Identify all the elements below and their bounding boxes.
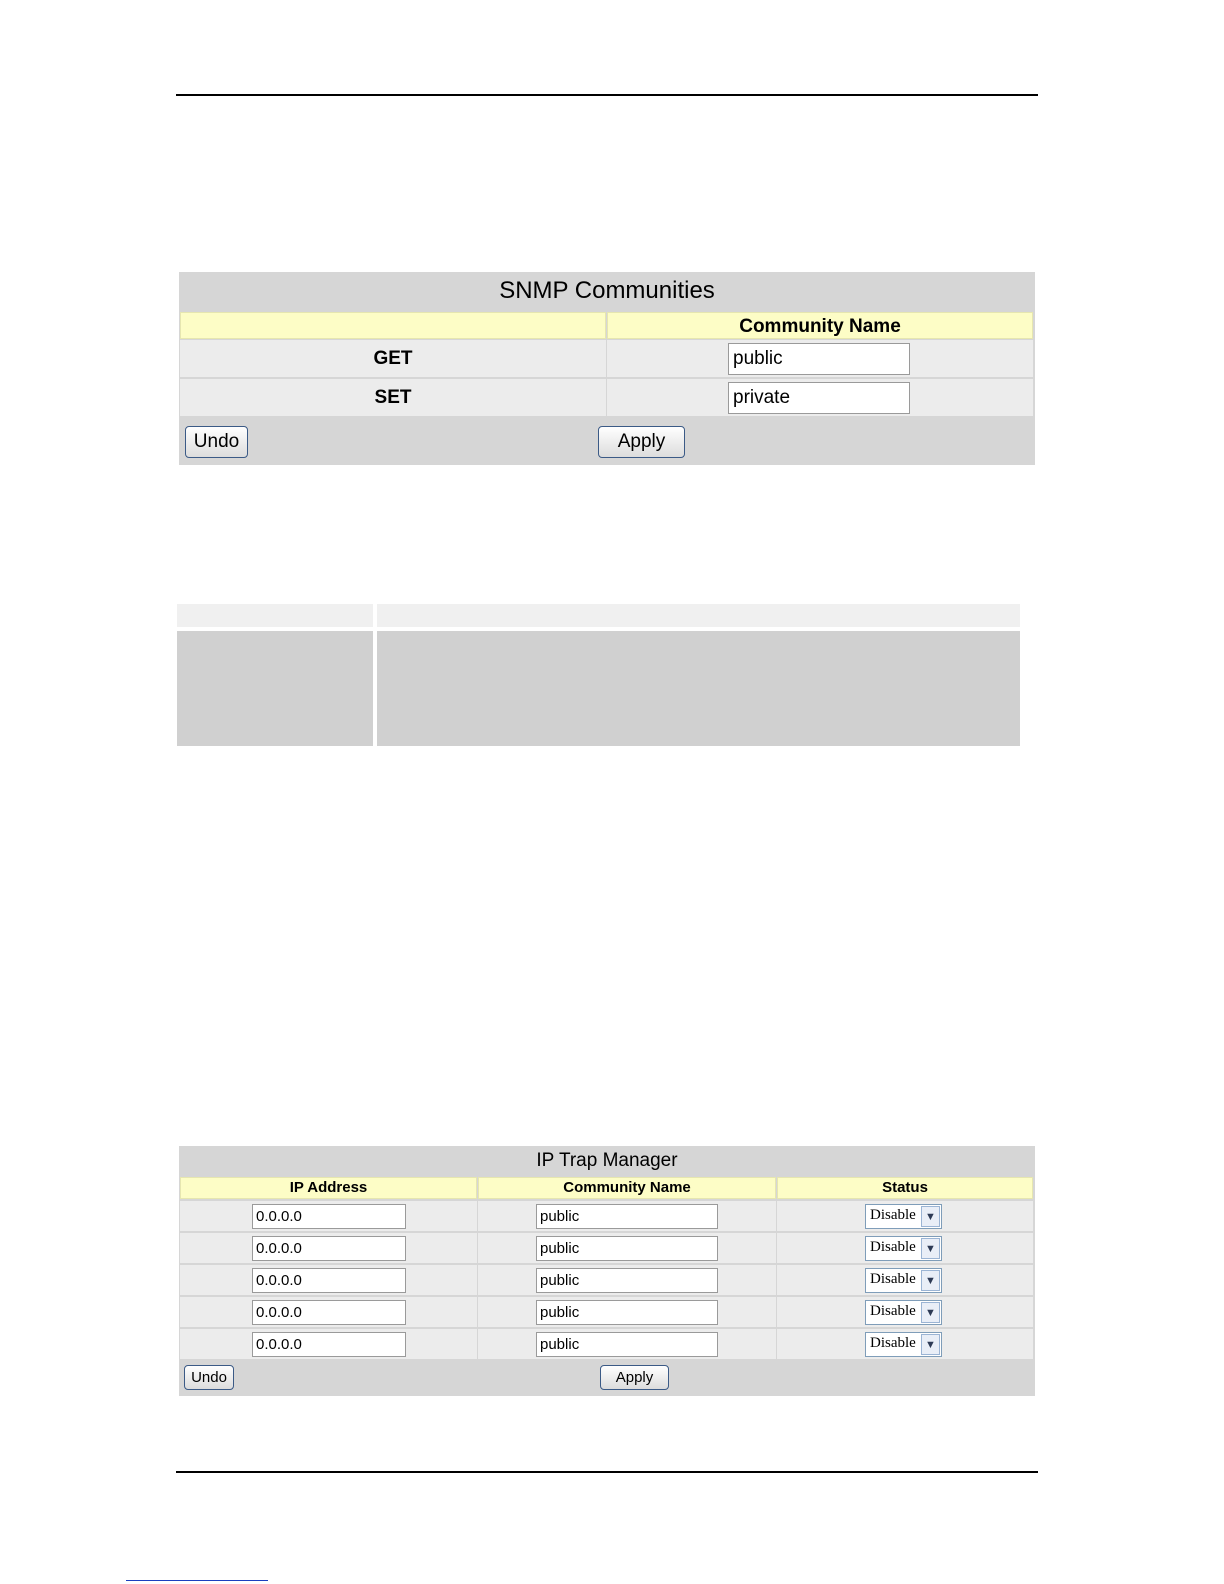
community-name-input[interactable] <box>536 1204 718 1229</box>
chevron-down-icon[interactable]: ▼ <box>921 1334 940 1355</box>
ip-trap-manager-panel <box>179 1146 1035 1396</box>
table-row <box>179 1201 1035 1231</box>
column-header-status: Status <box>777 1177 1033 1199</box>
apply-button[interactable]: Apply <box>600 1365 669 1390</box>
status-value: Disable <box>870 1239 916 1255</box>
community-name-input[interactable] <box>536 1268 718 1293</box>
table-row <box>179 1233 1035 1263</box>
snmp-communities-panel <box>179 272 1035 465</box>
status-value: Disable <box>870 1335 916 1351</box>
description-table-header-right <box>377 604 1020 627</box>
ip-address-input[interactable] <box>252 1300 406 1325</box>
chevron-down-icon[interactable]: ▼ <box>921 1270 940 1291</box>
ip-address-input[interactable] <box>252 1332 406 1357</box>
status-select[interactable] <box>865 1268 942 1293</box>
table-row <box>179 1265 1035 1295</box>
chevron-down-icon[interactable]: ▼ <box>921 1302 940 1323</box>
description-table-cell-left <box>177 631 373 746</box>
description-table-header-left <box>177 604 373 627</box>
row-label-get: GET <box>180 340 606 377</box>
community-name-input[interactable] <box>536 1236 718 1261</box>
chevron-down-icon[interactable]: ▼ <box>921 1206 940 1227</box>
table-row <box>179 1329 1035 1359</box>
row-label-set: SET <box>180 379 606 416</box>
set-community-input[interactable] <box>728 382 910 414</box>
description-table-cell-right <box>377 631 1020 746</box>
status-select[interactable] <box>865 1204 942 1229</box>
column-header-blank <box>180 312 606 339</box>
footer-rule <box>176 1471 1038 1473</box>
status-value: Disable <box>870 1207 916 1223</box>
ip-address-input[interactable] <box>252 1236 406 1261</box>
undo-button[interactable]: Undo <box>185 426 248 458</box>
table-row <box>179 1297 1035 1327</box>
community-name-input[interactable] <box>536 1332 718 1357</box>
apply-button[interactable]: Apply <box>598 426 685 458</box>
status-select[interactable] <box>865 1300 942 1325</box>
status-select[interactable] <box>865 1332 942 1357</box>
get-community-input[interactable] <box>728 343 910 375</box>
community-name-input[interactable] <box>536 1300 718 1325</box>
status-value: Disable <box>870 1271 916 1287</box>
column-header-community-name: Community Name <box>478 1177 776 1199</box>
footer-link-underline[interactable] <box>126 1580 268 1581</box>
header-rule <box>176 94 1038 96</box>
panel-title: SNMP Communities <box>179 272 1035 308</box>
column-header-ip-address: IP Address <box>180 1177 477 1199</box>
status-select[interactable] <box>865 1236 942 1261</box>
chevron-down-icon[interactable]: ▼ <box>921 1238 940 1259</box>
status-value: Disable <box>870 1303 916 1319</box>
column-header-community-name: Community Name <box>607 312 1033 339</box>
undo-button[interactable]: Undo <box>184 1365 234 1390</box>
ip-address-input[interactable] <box>252 1204 406 1229</box>
panel-title: IP Trap Manager <box>536 1150 678 1171</box>
ip-address-input[interactable] <box>252 1268 406 1293</box>
